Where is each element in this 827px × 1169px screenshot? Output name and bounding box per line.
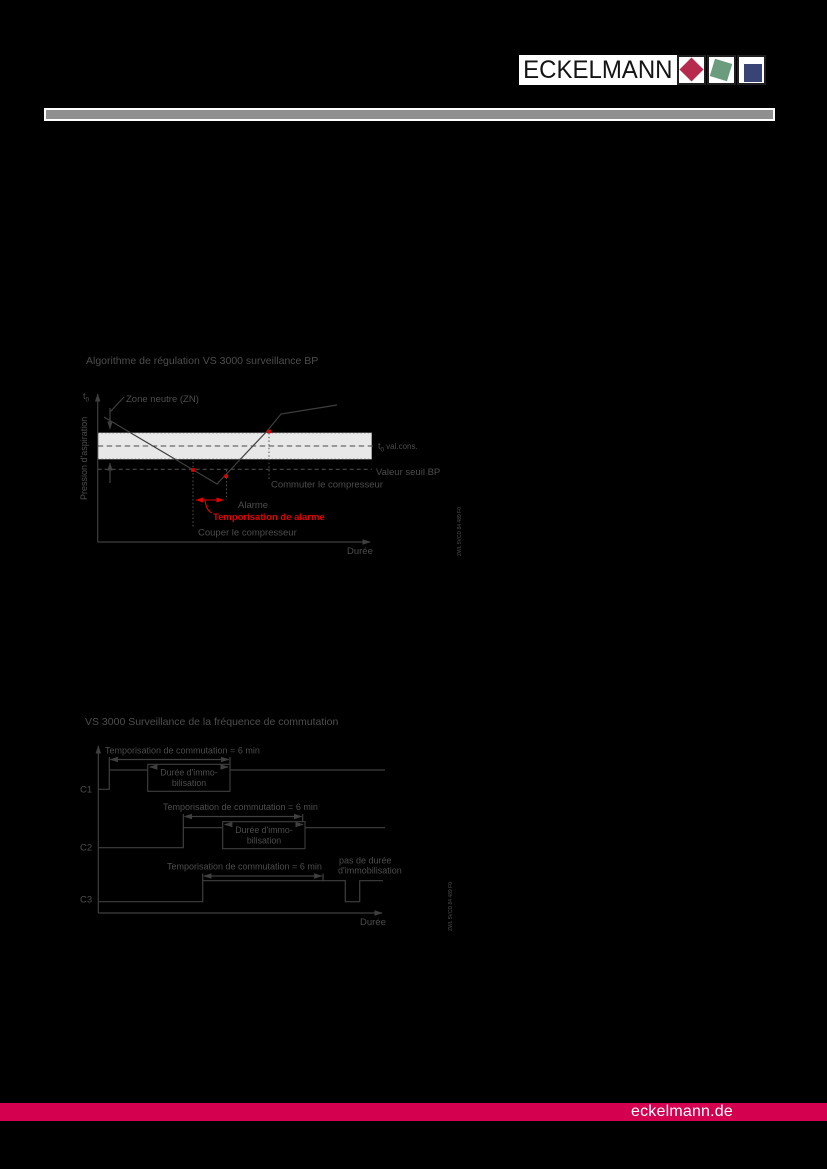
- c1-delay-label: Temporisation de commutation = 6 min: [105, 745, 260, 756]
- header-divider-bar: [44, 108, 775, 121]
- figure1-title: Algorithme de régulation VS 3000 surveillance BP: [86, 355, 319, 367]
- c3-no-standstill-line1: pas de durée: [339, 855, 392, 866]
- red-diamond-icon: [679, 57, 703, 81]
- compressor-row-c1: [80, 746, 385, 796]
- logo-wordmark: ECKELMANN: [523, 55, 673, 84]
- c2-label: C2: [80, 842, 93, 854]
- figure-switching-frequency: [60, 705, 470, 945]
- figure1-drawing-code: ZWL 5VCD 84 489 F0: [457, 506, 463, 556]
- bp-monitoring-diagram: [60, 350, 470, 575]
- logo-blue-square-icon: [737, 55, 766, 85]
- c3-no-standstill-line2: d'immobilisation: [338, 865, 402, 876]
- zone-neutre-label: Zone neutre (ZN): [126, 394, 199, 405]
- c1-standstill-line1: Durée d'immo-: [160, 767, 218, 778]
- setpoint-label: $t_0$ val.cons.: [378, 441, 418, 454]
- c2-standstill-line2: bilisation: [246, 835, 282, 846]
- x-axis-label: Durée: [347, 546, 373, 557]
- figure-bp-monitoring: [60, 350, 470, 575]
- y-axis-label: Pression d'aspiration: [79, 416, 89, 500]
- switch-off-label: Couper le compresseur: [198, 527, 297, 539]
- c3-label: C3: [80, 894, 93, 906]
- x-axis-label2: Durée: [360, 917, 386, 928]
- green-square-icon: [710, 59, 732, 81]
- logo-red-diamond-icon: [677, 55, 706, 85]
- c2-delay-label: Temporisation de commutation = 6 min: [163, 802, 318, 812]
- logo-green-square-icon: [707, 55, 736, 85]
- alarm-label: Alarme: [238, 500, 269, 511]
- figure2-drawing-code: ZWL 5VCD 84 489 F0: [448, 881, 454, 931]
- c1-standstill-line2: bilisation: [171, 778, 207, 788]
- compressor-row-c2: [80, 802, 385, 854]
- figure2-title: VS 3000 Surveillance de la fréquence de commutation: [85, 716, 339, 728]
- blue-square-icon: [744, 64, 762, 82]
- switch-on-label: Commuter le compresseur: [271, 479, 383, 491]
- footer-website-link[interactable]: eckelmann.de: [630, 1103, 733, 1120]
- footer-bar: [0, 1103, 827, 1121]
- c1-label: C1: [80, 784, 93, 796]
- compressor-row-c3: [80, 856, 402, 906]
- c3-delay-label: Temporisation de commutation = 6 min: [167, 861, 322, 872]
- threshold-label: Valeur seuil BP: [376, 467, 441, 478]
- c2-standstill-line1: Durée d'immo-: [235, 825, 293, 835]
- neutral-zone-band: [98, 433, 373, 460]
- y-axis-t0-label: $t_0$: [83, 391, 90, 404]
- alarm-delay-label: Temporisation de alarme: [213, 512, 325, 523]
- switching-frequency-diagram: [60, 705, 470, 945]
- logo: [519, 55, 677, 85]
